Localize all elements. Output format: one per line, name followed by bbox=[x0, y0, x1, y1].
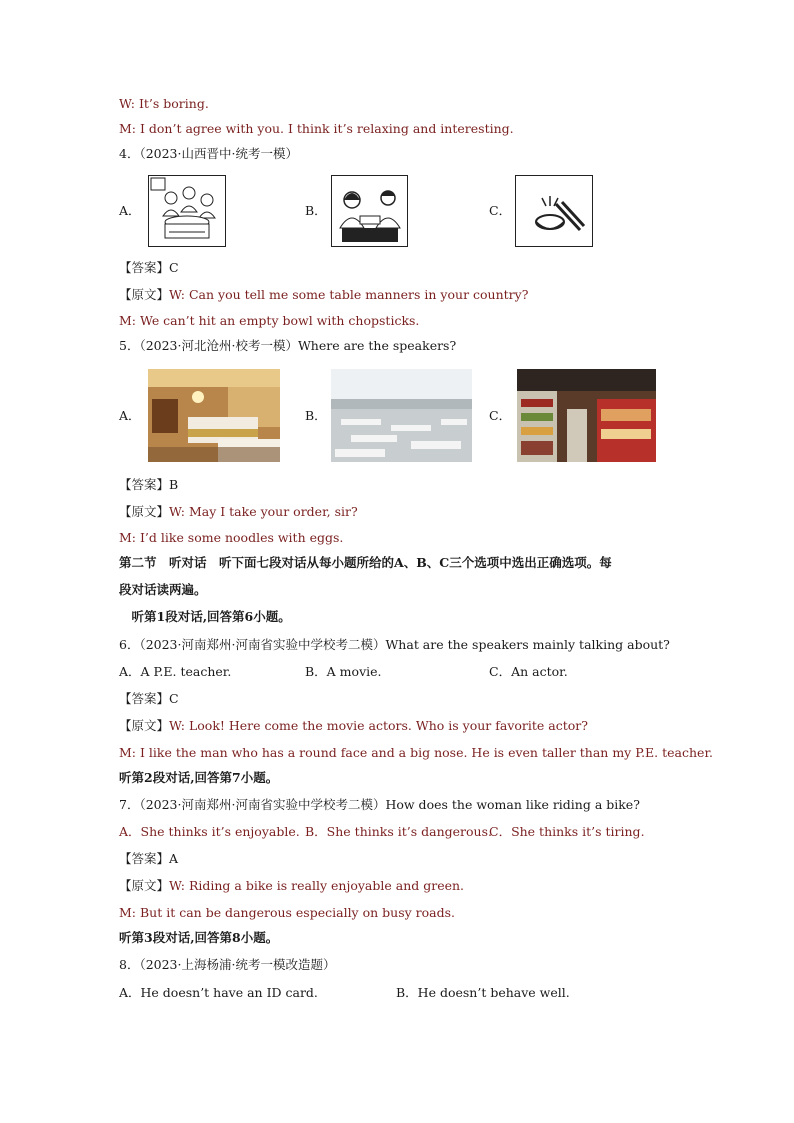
question-8-title: 8．（2023·上海杨浦·统考一模改造题） bbox=[119, 957, 336, 972]
q4-option-c[interactable]: C． bbox=[489, 203, 512, 218]
q4-option-b[interactable]: B． bbox=[305, 203, 327, 218]
dialogue-1-instruction: 听第1段对话,回答第6小题。 bbox=[119, 609, 291, 624]
q4-option-a[interactable]: A． bbox=[119, 203, 141, 218]
question-4-title: 4．（2023·山西晋中·统考一模） bbox=[119, 146, 298, 161]
q7-option-c[interactable]: C．She thinks it’s tiring. bbox=[489, 824, 645, 839]
original-text-4 bbox=[119, 287, 528, 303]
original-tag: 【原文】 bbox=[119, 287, 170, 302]
original-tag: 【原文】 bbox=[119, 878, 170, 893]
q7-option-b[interactable]: B．She thinks it’s dangerous. bbox=[305, 824, 492, 839]
q8-option-b[interactable]: B．He doesn’t behave well. bbox=[396, 985, 570, 1000]
original-text-5 bbox=[119, 504, 358, 520]
dialogue-line: M: But it can be dangerous especially on busy roads. bbox=[119, 905, 455, 920]
supermarket-photo-icon bbox=[517, 369, 656, 462]
original-line: W: Riding a bike is really enjoyable and green. bbox=[169, 878, 465, 893]
q5-image-a[interactable] bbox=[148, 369, 280, 462]
dialogue-2-instruction: 听第2段对话,回答第7小题。 bbox=[119, 770, 279, 785]
two-people-eating-sketch-icon bbox=[332, 176, 407, 246]
original-text-7 bbox=[119, 878, 464, 894]
dialogue-line: M: I like the man who has a round face and a big nose. He is even taller than my P.E. teacher. bbox=[119, 745, 714, 760]
q6-option-c[interactable]: C．An actor. bbox=[489, 664, 568, 679]
q5-option-b[interactable]: B． bbox=[305, 408, 327, 423]
q6-option-b[interactable]: B．A movie. bbox=[305, 664, 382, 679]
section-2-heading: 第二节 听对话 听下面七段对话从每小题所给的A、B、C三个选项中选出正确选项。每 bbox=[119, 555, 612, 570]
dialogue-3-instruction: 听第3段对话,回答第8小题。 bbox=[119, 930, 279, 945]
q5-option-a[interactable]: A． bbox=[119, 408, 141, 423]
family-dinner-sketch-icon bbox=[149, 176, 225, 246]
section-2-heading-cont: 段对话读两遍。 bbox=[119, 582, 207, 597]
answer-4: 【答案】C bbox=[119, 260, 179, 275]
q4-image-a[interactable] bbox=[148, 175, 226, 247]
original-line: W: Look! Here come the movie actors. Who is your favorite actor? bbox=[169, 718, 588, 733]
answer-6: 【答案】C bbox=[119, 691, 179, 706]
answer-7: 【答案】A bbox=[119, 851, 179, 866]
q5-image-b[interactable] bbox=[331, 369, 472, 462]
dialogue-line: W: It’s boring. bbox=[119, 96, 209, 111]
q5-option-c[interactable]: C． bbox=[489, 408, 512, 423]
q5-image-c[interactable] bbox=[517, 369, 656, 462]
original-text-6 bbox=[119, 718, 588, 734]
question-5-title: 5．（2023·河北沧州·校考一模）Where are the speakers? bbox=[119, 338, 457, 353]
hotel-room-photo-icon bbox=[148, 369, 280, 462]
question-7-title: 7．（2023·河南郑州·河南省实验中学校考二模）How does the woman like riding a bike? bbox=[119, 797, 640, 812]
question-6-title: 6．（2023·河南郑州·河南省实验中学校考二模）What are the speakers mainly talking about? bbox=[119, 637, 670, 652]
dialogue-line: M: I don’t agree with you. I think it’s relaxing and interesting. bbox=[119, 121, 514, 136]
original-tag: 【原文】 bbox=[119, 504, 170, 519]
q7-option-a[interactable]: A．She thinks it’s enjoyable. bbox=[119, 824, 300, 839]
canteen-photo-icon bbox=[331, 369, 472, 462]
q4-image-b[interactable] bbox=[331, 175, 408, 247]
q6-option-a[interactable]: A．A P.E. teacher. bbox=[119, 664, 232, 679]
original-tag: 【原文】 bbox=[119, 718, 170, 733]
dialogue-line: M: We can’t hit an empty bowl with chopsticks. bbox=[119, 313, 420, 328]
q4-image-c[interactable] bbox=[515, 175, 593, 247]
bowl-and-chopsticks-sketch-icon bbox=[516, 176, 592, 246]
dialogue-line: M: I’d like some noodles with eggs. bbox=[119, 530, 344, 545]
original-line: W: May I take your order, sir? bbox=[169, 504, 358, 519]
original-line: W: Can you tell me some table manners in your country? bbox=[169, 287, 529, 302]
q8-option-a[interactable]: A．He doesn’t have an ID card. bbox=[119, 985, 318, 1000]
answer-5: 【答案】B bbox=[119, 477, 179, 492]
